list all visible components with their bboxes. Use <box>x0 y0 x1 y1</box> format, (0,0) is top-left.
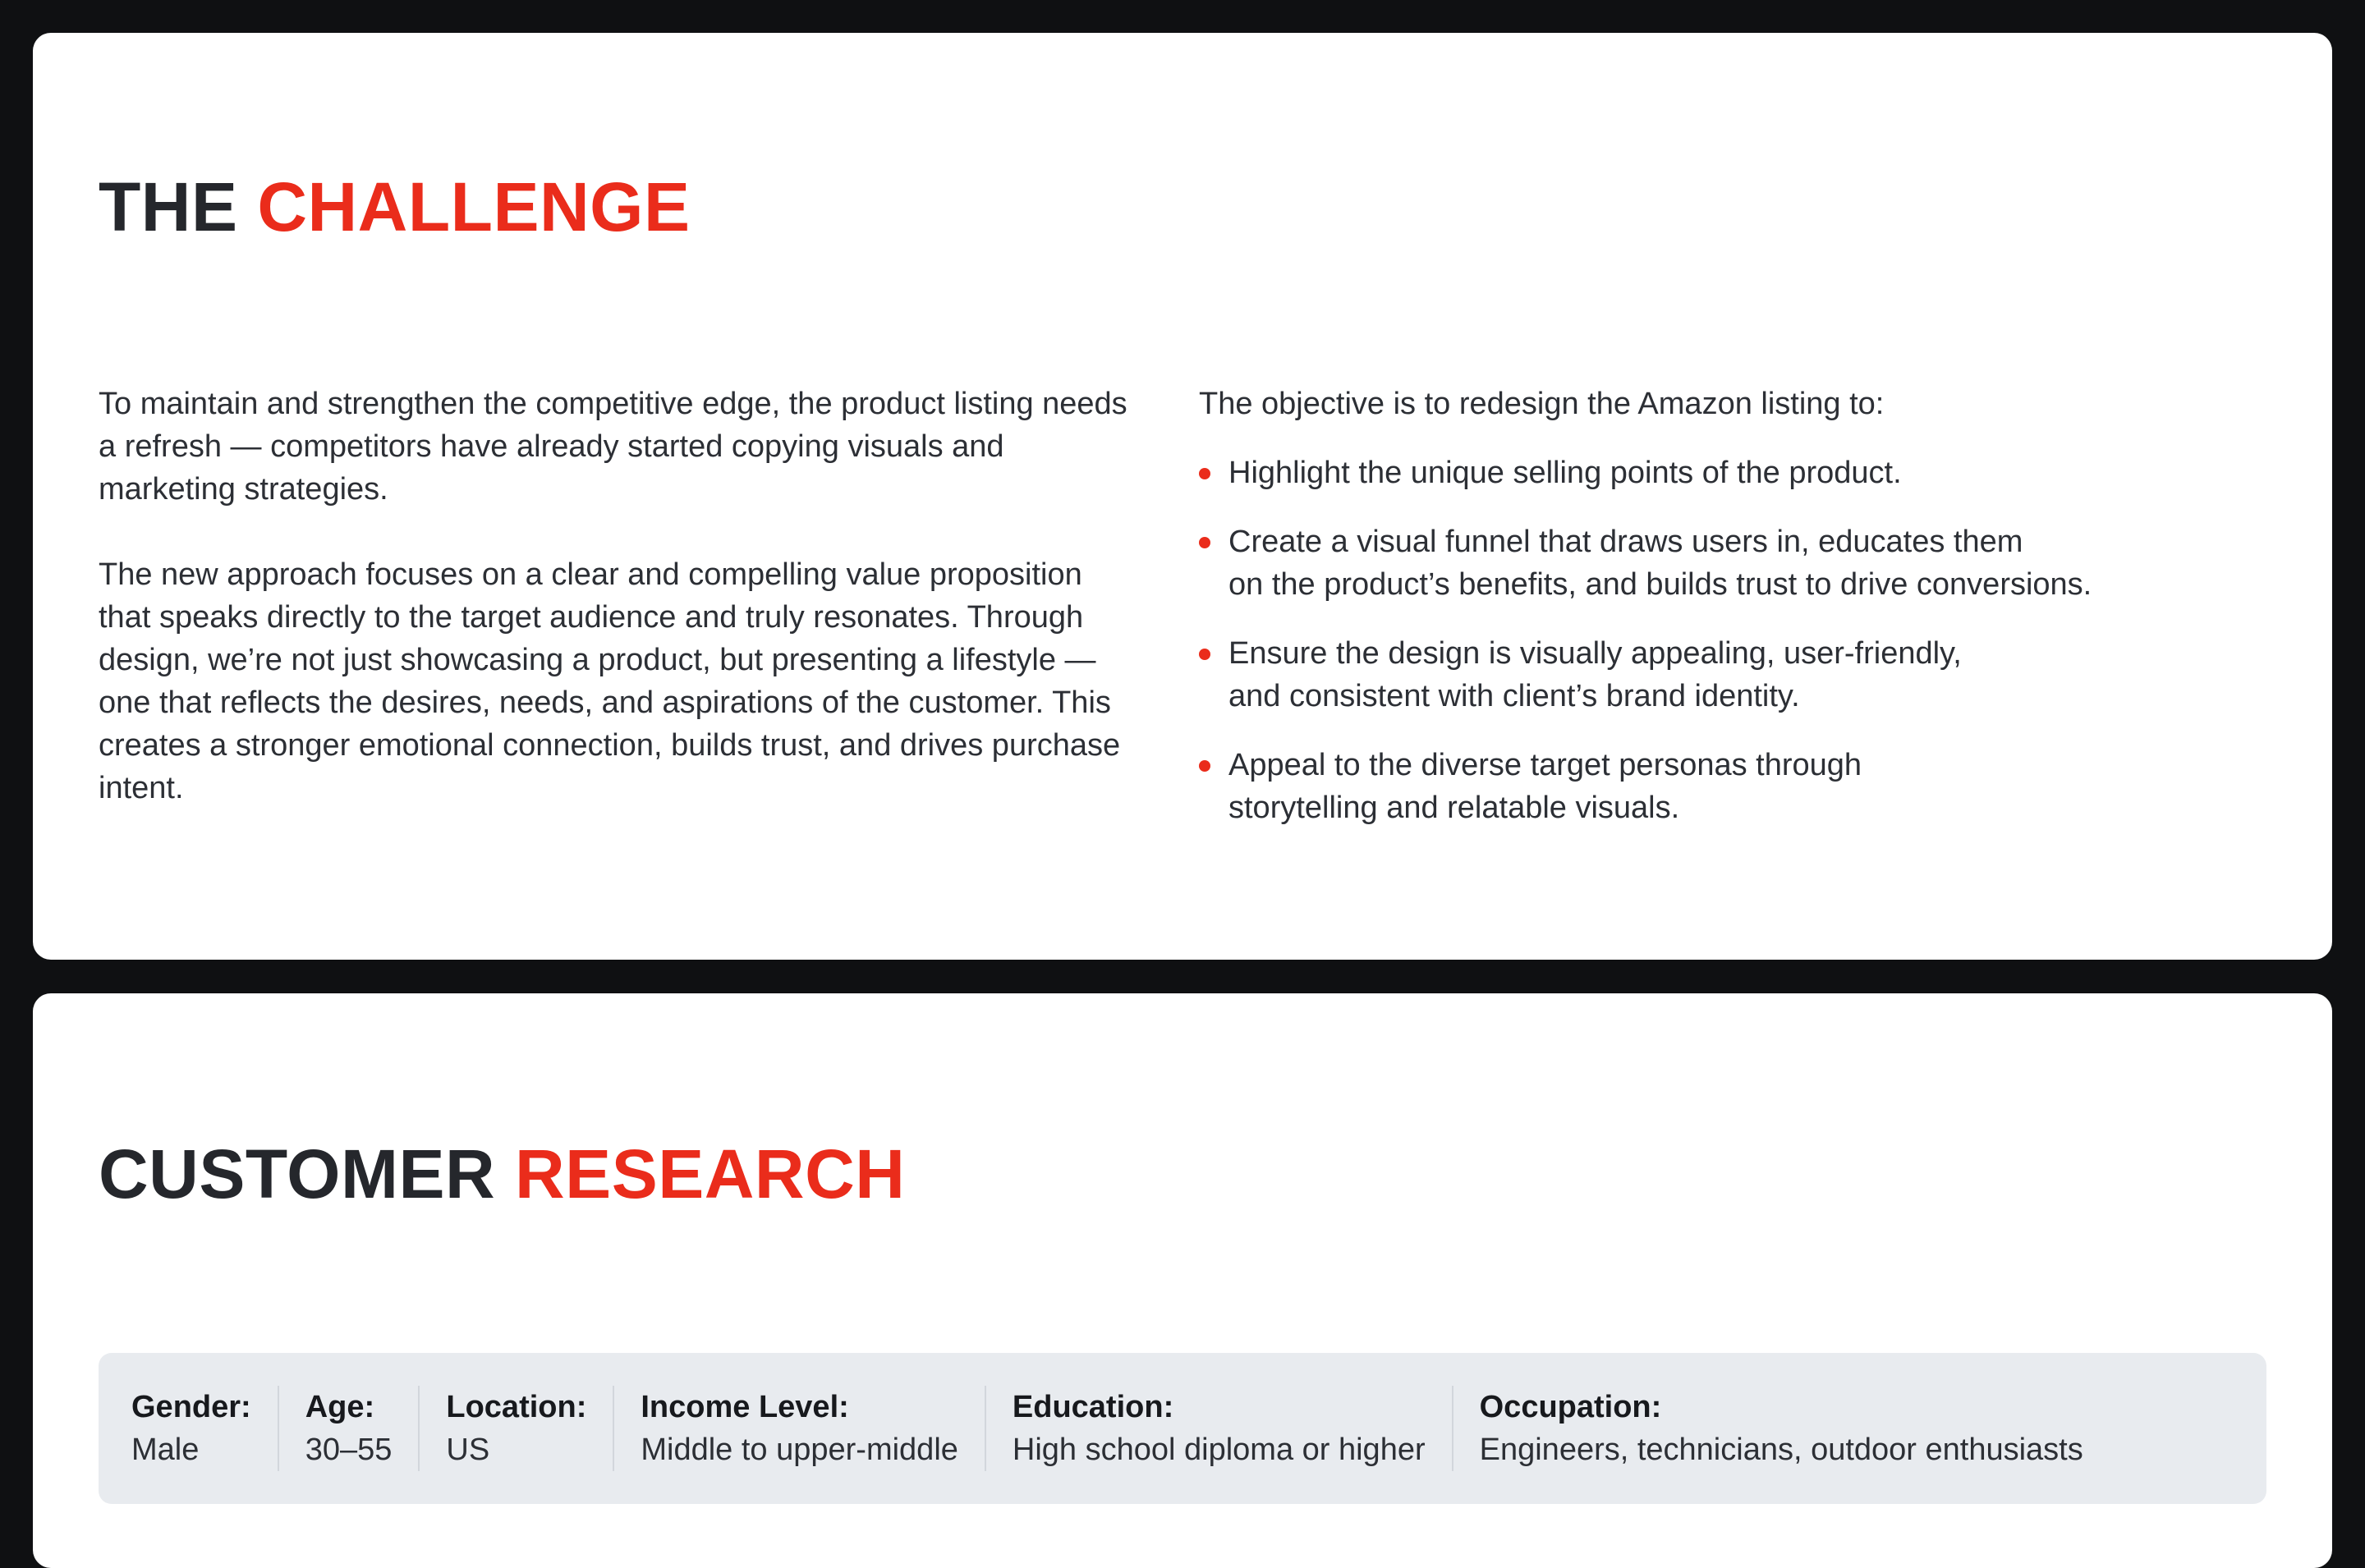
objective-item <box>1199 744 2299 829</box>
bullet-dot-icon <box>1199 649 1210 660</box>
demographic-gender <box>131 1386 279 1471</box>
demographic-occupation <box>1480 1386 2083 1471</box>
objective-text: Ensure the design is visually appealing, user-friendly, and consistent with client’s brand identity. <box>1228 636 1962 713</box>
demographic-value: High school diploma or higher <box>1012 1433 1426 1467</box>
objective-text: Appeal to the diverse target personas through storytelling and relatable visuals. <box>1228 748 1862 825</box>
objective-item <box>1199 520 2299 606</box>
demographic-value: Engineers, technicians, outdoor enthusiasts <box>1479 1433 2083 1467</box>
demographic-education <box>1013 1386 1453 1471</box>
demographic-value: Middle to upper-middle <box>641 1433 958 1467</box>
demographic-age <box>305 1386 420 1471</box>
demographic-label: Location: <box>446 1390 587 1424</box>
demographic-label: Income Level: <box>641 1390 849 1424</box>
objective-text: Create a visual funnel that draws users in, educates them on the product’s benefits, and builds trust to drive conversions. <box>1228 525 2092 602</box>
challenge-description <box>99 383 1133 852</box>
demographic-label: Education: <box>1012 1390 1174 1424</box>
objectives-block <box>1199 383 2299 855</box>
challenge-title <box>99 168 691 245</box>
objective-item <box>1199 632 2299 718</box>
research-title-prefix: CUSTOMER <box>99 1135 496 1213</box>
bullet-dot-icon <box>1199 760 1210 772</box>
objectives-list <box>1199 452 2299 829</box>
demographic-label: Gender: <box>131 1390 251 1424</box>
objective-text: Highlight the unique selling points of the product. <box>1228 456 1902 490</box>
demographic-value: US <box>446 1433 490 1467</box>
objective-item <box>1199 452 2299 494</box>
challenge-card <box>33 33 2332 960</box>
research-card <box>33 993 2332 1568</box>
demographic-label: Occupation: <box>1479 1390 1662 1424</box>
bullet-dot-icon <box>1199 468 1210 479</box>
challenge-paragraph: To maintain and strengthen the competitive edge, the product listing needs a refresh — competitors have already started copying visuals and marketing strategies. <box>99 387 1127 507</box>
demographic-label: Age: <box>305 1390 375 1424</box>
demographics-bar <box>99 1353 2266 1504</box>
research-title-accent: RESEARCH <box>515 1135 906 1213</box>
demographic-location <box>446 1386 614 1471</box>
demographic-value: Male <box>131 1433 200 1467</box>
bullet-dot-icon <box>1199 537 1210 548</box>
demographic-value: 30–55 <box>305 1433 393 1467</box>
challenge-paragraph: The new approach focuses on a clear and compelling value proposition that speaks directly to the target audience and truly resonates. Through design, we’re not just showcasing a product, but presenting a lifestyle — one that reflects the desires, needs, and aspirations of the customer. This creates a stronger emotional connection, builds trust, and drives purchase intent. <box>99 557 1121 805</box>
research-title <box>99 1135 906 1213</box>
challenge-title-prefix: THE <box>99 168 238 245</box>
demographic-income <box>641 1386 986 1471</box>
challenge-title-accent: CHALLENGE <box>257 168 691 245</box>
objective-intro: The objective is to redesign the Amazon listing to: <box>1199 387 1885 421</box>
